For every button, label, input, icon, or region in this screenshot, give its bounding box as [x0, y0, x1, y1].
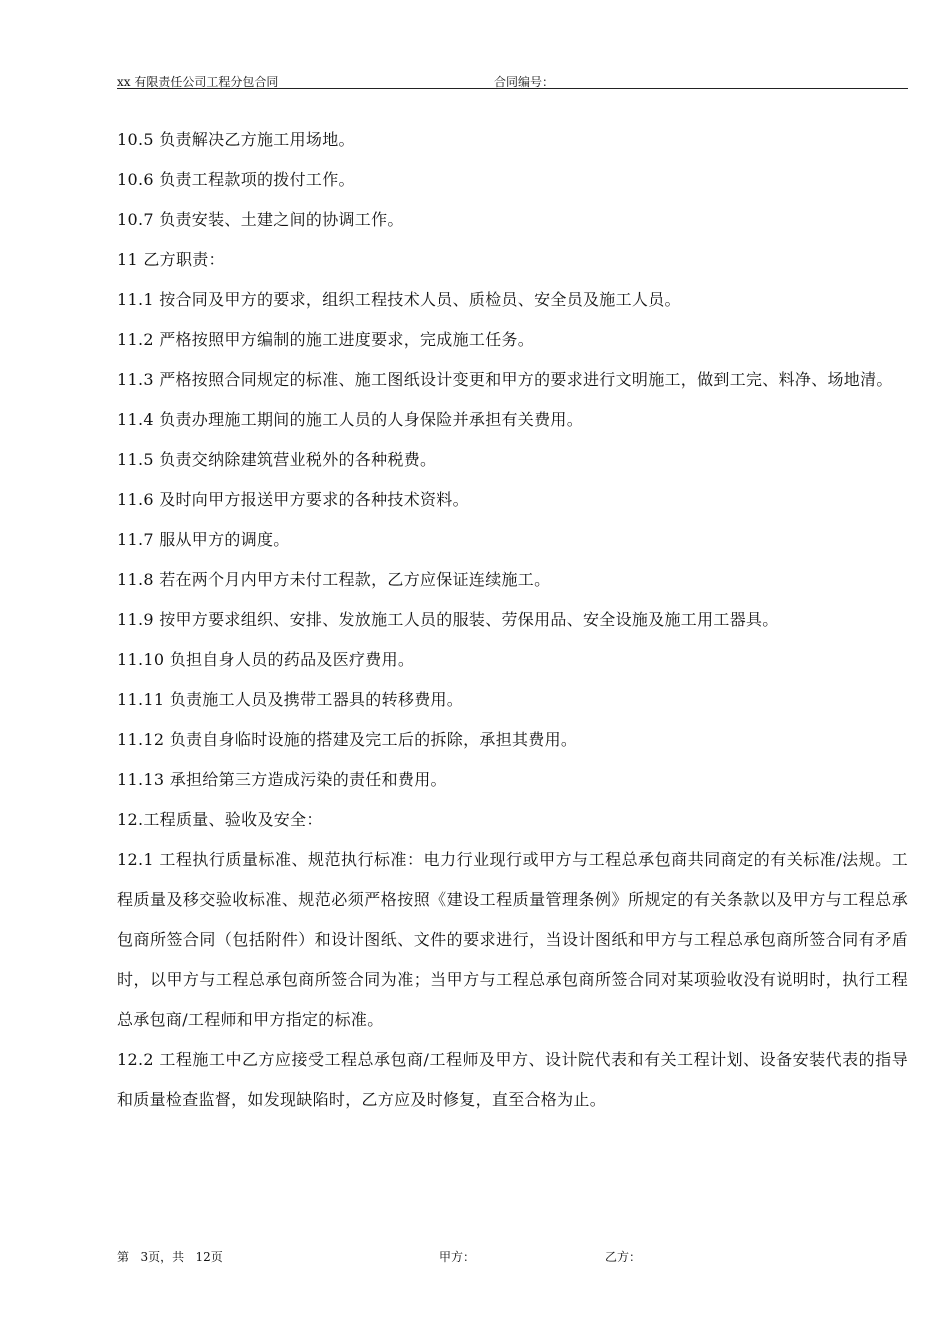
clause-11-2: 11.2 严格按照甲方编制的施工进度要求，完成施工任务。: [117, 330, 535, 349]
page-number-info: 第 3页，共 12页: [117, 1250, 223, 1264]
section-12-heading: 12.工程质量、验收及安全：: [117, 810, 323, 829]
clause-11-13: 11.13 承担给第三方造成污染的责任和费用。: [117, 770, 447, 789]
party-b-signature-label: 乙方：: [605, 1250, 642, 1264]
clause-11-7: 11.7 服从甲方的调度。: [117, 530, 290, 549]
page-header: [117, 68, 908, 89]
clause-11-11: 11.11 负责施工人员及携带工器具的转移费用。: [117, 690, 464, 709]
clause-12-1: 12.1 工程执行质量标准、规范执行标准：电力行业现行或甲方与工程总承包商共同商定的有关标准/法规。工程质量及移交验收标准、规范必须严格按照《建设工程质量管理条例》所规定的有关条款以及甲方与工程总承包商所签合同（包括附件）和设计图纸、文件的要求进行，当设计图纸和甲方与工程总承包商所签合同有矛盾时，以甲方与工程总承包商所签合同为准；当甲方与工程总承包商所签合同对某项验收没有说明时，执行工程总承包商/工程师和甲方指定的标准。: [117, 850, 908, 1029]
header-company-title: xx 有限责任公司工程分包合同: [117, 75, 279, 89]
clause-11-1: 11.1 按合同及甲方的要求，组织工程技术人员、质检员、安全员及施工人员。: [117, 290, 681, 309]
clause-12-2: 12.2 工程施工中乙方应接受工程总承包商/工程师及甲方、设计院代表和有关工程计划、设备安装代表的指导和质量检查监督，如发现缺陷时，乙方应及时修复，直至合格为止。: [117, 1050, 908, 1109]
clause-11-5: 11.5 负责交纳除建筑营业税外的各种税费。: [117, 450, 437, 469]
clause-11-9: 11.9 按甲方要求组织、安排、发放施工人员的服装、劳保用品、安全设施及施工用工器具。: [117, 610, 779, 629]
party-a-signature-label: 甲方：: [439, 1250, 476, 1264]
clause-10-5: 10.5 负责解决乙方施工用场地。: [117, 130, 355, 149]
page-footer: [117, 1248, 908, 1268]
clause-11-3: 11.3 严格按照合同规定的标准、施工图纸设计变更和甲方的要求进行文明施工，做到工完、料净、场地清。: [117, 370, 893, 389]
clause-10-6: 10.6 负责工程款项的拨付工作。: [117, 170, 355, 189]
clause-11-6: 11.6 及时向甲方报送甲方要求的各种技术资料。: [117, 490, 469, 509]
contract-body: [117, 120, 908, 1120]
header-contract-number-label: 合同编号：: [494, 75, 555, 89]
clause-11-4: 11.4 负责办理施工期间的施工人员的人身保险并承担有关费用。: [117, 410, 584, 429]
clause-11-10: 11.10 负担自身人员的药品及医疗费用。: [117, 650, 415, 669]
clause-11-8: 11.8 若在两个月内甲方未付工程款，乙方应保证连续施工。: [117, 570, 551, 589]
section-11-heading: 11 乙方职责：: [117, 250, 225, 269]
clause-11-12: 11.12 负责自身临时设施的搭建及完工后的拆除，承担其费用。: [117, 730, 578, 749]
clause-10-7: 10.7 负责安装、土建之间的协调工作。: [117, 210, 404, 229]
